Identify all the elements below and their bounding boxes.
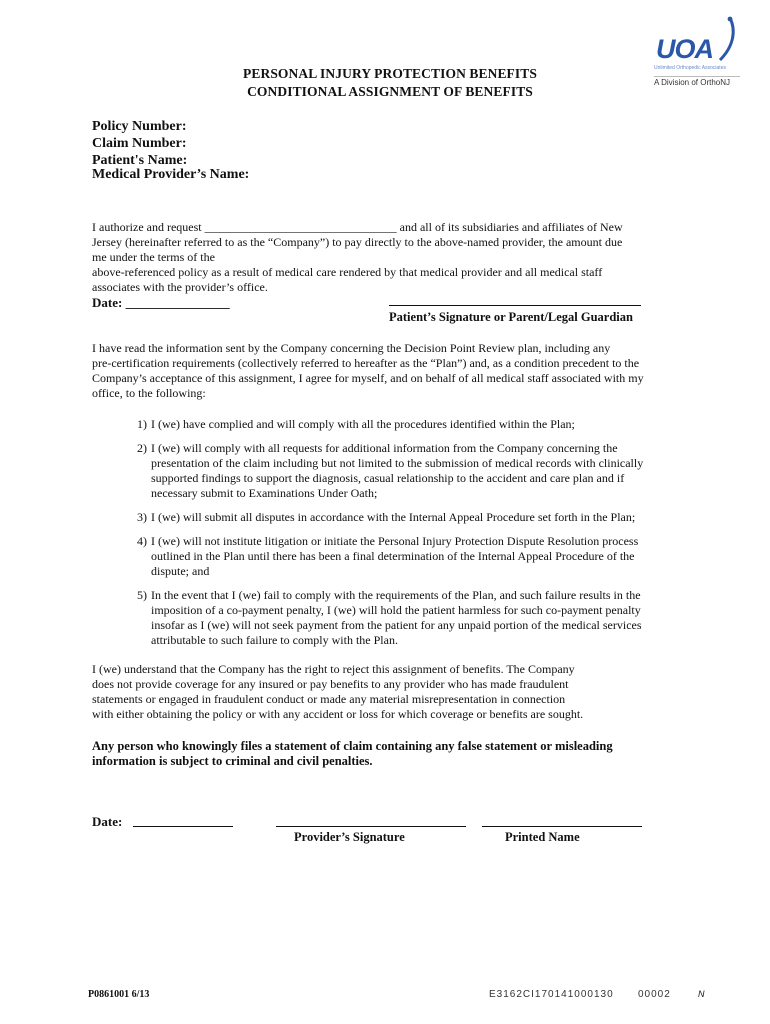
- authorization-line: associates with the provider’s office.: [92, 280, 268, 294]
- item-text: I (we) will comply with all requests for additional information from the Company concerning the: [151, 441, 618, 455]
- footer-mark: N: [698, 989, 705, 999]
- authorization-line: I authorize and request ________________________________ and all of its subsidiaries and affiliates of New: [92, 220, 623, 234]
- printed-name-label: Printed Name: [505, 830, 580, 844]
- fraud-warning: Any person who knowingly files a statement of claim containing any false statement or misleading: [92, 739, 613, 753]
- patient-name-label: Patient's Name:: [92, 153, 188, 168]
- item-text: insofar as I (we) will not seek payment from the patient for any unpaid portion of the medical services: [151, 618, 642, 632]
- policy-number-label: Policy Number:: [92, 119, 187, 134]
- claim-number-label: Claim Number:: [92, 136, 187, 151]
- item-number: 2): [137, 441, 147, 455]
- patient-signature-label: Patient’s Signature or Parent/Legal Guardian: [389, 310, 633, 324]
- form-title-line2: CONDITIONAL ASSIGNMENT OF BENEFITS: [247, 84, 533, 99]
- barcode-text: E3162CI170141000130: [489, 989, 614, 1000]
- authorization-line: above-referenced policy as a result of medical care rendered by that medical provider and all medical staff: [92, 265, 603, 279]
- provider-signature-line: [276, 826, 466, 827]
- fraud-warning: information is subject to criminal and civil penalties.: [92, 754, 373, 768]
- plan-line: office, to the following:: [92, 386, 206, 400]
- provider-name-label: Medical Provider’s Name:: [92, 167, 250, 182]
- provider-signature-label: Provider’s Signature: [294, 830, 405, 844]
- item-text: I (we) will not institute litigation or initiate the Personal Injury Protection Dispute Resolution process: [151, 534, 639, 548]
- item-text: I (we) will submit all disputes in accordance with the Internal Appeal Procedure set forth in the Plan;: [151, 510, 636, 524]
- plan-line: I have read the information sent by the Company concerning the Decision Point Review plan, including any: [92, 341, 611, 355]
- item-number: 1): [137, 417, 147, 431]
- item-text: supported findings to support the diagnosis, casual relationship to the accident and care plan and if: [151, 471, 625, 485]
- rights-line: I (we) understand that the Company has the right to reject this assignment of benefits. The Company: [92, 662, 575, 676]
- rights-line: with either obtaining the policy or with any accident or loss for which coverage or benefits are sought.: [92, 707, 584, 721]
- logo-text: UOA: [656, 34, 713, 64]
- rights-line: statements or engaged in fraudulent conduct or made any material misrepresentation in connection: [92, 692, 566, 706]
- form-title-line1: PERSONAL INJURY PROTECTION BENEFITS: [243, 66, 537, 81]
- item-text: dispute; and: [151, 564, 210, 578]
- plan-line: pre-certification requirements (collectively referred to hereafter as the “Plan”) and, as a condition precedent to the: [92, 356, 640, 370]
- item-text: attributable to such failure to comply with the Plan.: [151, 633, 398, 647]
- item-number: 3): [137, 510, 147, 524]
- swoosh-icon: [716, 16, 738, 62]
- provider-date-line: [133, 826, 233, 827]
- rights-line: does not provide coverage for any insured or pay benefits to any provider who has made fraudulent: [92, 677, 569, 691]
- item-number: 4): [137, 534, 147, 548]
- logo-subtitle: Unlimited Orthopedic Associates: [654, 65, 726, 71]
- item-number: 5): [137, 588, 147, 602]
- item-text: In the event that I (we) fail to comply with the requirements of the Plan, and such failure results in the: [151, 588, 641, 602]
- item-text: presentation of the claim including but not limited to the submission of medical records with clinically: [151, 456, 644, 470]
- patient-signature-line: [389, 305, 641, 306]
- page-code: 00002: [638, 989, 671, 1000]
- printed-name-line: [482, 826, 642, 827]
- form-code: P0861001 6/13: [88, 989, 150, 1000]
- authorization-line: me under the terms of the: [92, 250, 215, 264]
- provider-date-label: Date:: [92, 814, 123, 829]
- item-text: I (we) have complied and will comply with all the procedures identified within the Plan;: [151, 417, 575, 431]
- item-text: necessary submit to Examinations Under Oath;: [151, 486, 378, 500]
- item-text: outlined in the Plan until there has been a final determination of the Internal Appeal Procedure of the: [151, 549, 635, 563]
- logo-division: A Division of OrthoNJ: [654, 78, 731, 87]
- item-text: imposition of a co-payment penalty, I (we) will hold the patient harmless for such co-payment penalty: [151, 603, 641, 617]
- authorization-line: Jersey (hereinafter referred to as the “Company”) to pay directly to the above-named provider, the amount due: [92, 235, 623, 249]
- patient-date-field: Date: ________________: [92, 295, 230, 310]
- plan-line: Company’s acceptance of this assignment, I agree for myself, and on behalf of all medical staff associated with my: [92, 371, 644, 385]
